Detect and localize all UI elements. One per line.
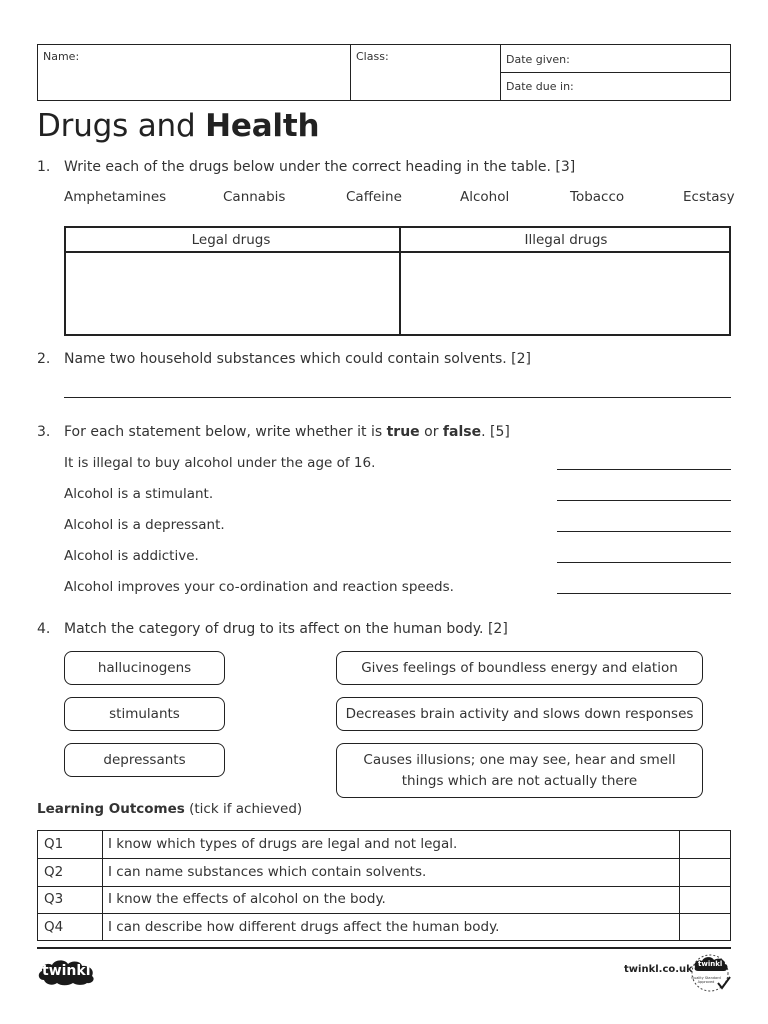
tick-box[interactable] — [680, 831, 730, 858]
divider — [350, 45, 351, 100]
drug-sort-table — [64, 226, 731, 336]
statement: Alcohol improves your co-ordination and reaction speeds. — [64, 579, 454, 595]
q3-text-after: . [5] — [481, 424, 510, 440]
title-light: Drugs and — [37, 108, 196, 144]
outcome-text: I can describe how different drugs affect the human body. — [108, 919, 500, 935]
outcome-question: Q3 — [44, 891, 64, 907]
q2-number: 2. — [37, 351, 51, 367]
outcome-text: I know which types of drugs are legal and not legal. — [108, 836, 458, 852]
divider — [500, 72, 730, 73]
outcome-question: Q1 — [44, 836, 64, 852]
badge-caption: Quality Standard Approved — [691, 976, 721, 984]
q2-text: Name two household substances which could contain solvents. [2] — [64, 351, 531, 367]
date-due-field[interactable]: Date due in: — [506, 80, 574, 93]
table-row — [38, 831, 730, 858]
statement: Alcohol is addictive. — [64, 548, 199, 564]
quality-badge — [690, 953, 732, 993]
q4-text: Match the category of drug to its affect on the human body. [2] — [64, 621, 508, 637]
statement-answer-line[interactable] — [557, 531, 731, 532]
effect-box[interactable]: Gives feelings of boundless energy and elation — [336, 651, 703, 685]
statement-answer-line[interactable] — [557, 562, 731, 563]
twinkl-logo — [36, 956, 98, 986]
tick-box[interactable] — [680, 859, 730, 886]
effect-box[interactable]: Decreases brain activity and slows down responses — [336, 697, 703, 731]
statement: Alcohol is a depressant. — [64, 517, 225, 533]
statement-answer-line[interactable] — [557, 500, 731, 501]
date-given-field[interactable]: Date given: — [506, 53, 570, 66]
title-bold: Health — [205, 108, 320, 144]
statement-answer-line[interactable] — [557, 469, 731, 470]
q3-text-before: For each statement below, write whether it is — [64, 424, 387, 440]
table-row — [38, 886, 730, 913]
outcome-question: Q2 — [44, 864, 64, 880]
legal-drugs-answer-cell[interactable] — [66, 253, 399, 334]
footer-divider — [37, 947, 731, 949]
outcome-question: Q4 — [44, 919, 64, 935]
twinkl-url[interactable]: twinkl.co.uk — [624, 964, 693, 975]
page-title — [37, 108, 319, 144]
tick-box[interactable] — [680, 914, 730, 940]
illegal-drugs-header: Illegal drugs — [524, 232, 608, 248]
class-field[interactable]: Class: — [356, 50, 389, 63]
learning-outcomes-title: Learning Outcomes — [37, 801, 185, 817]
drug-word: Ecstasy — [683, 189, 735, 205]
drug-word: Cannabis — [223, 189, 286, 205]
legal-drugs-header: Legal drugs — [191, 232, 271, 248]
badge-logo-text: twinkl — [698, 960, 723, 968]
learning-outcomes-subtitle: (tick if achieved) — [184, 801, 303, 817]
learning-outcomes-table — [37, 830, 731, 941]
table-row — [38, 859, 730, 886]
drug-word: Amphetamines — [64, 189, 167, 205]
or-word: or — [419, 424, 443, 440]
statement: It is illegal to buy alcohol under the age of 16. — [64, 455, 376, 471]
false-word: false — [442, 424, 482, 440]
table-row — [38, 914, 730, 941]
header-table — [37, 44, 731, 101]
drug-word: Alcohol — [460, 189, 510, 205]
q3-text — [64, 424, 510, 440]
name-field[interactable]: Name: — [43, 50, 80, 63]
twinkl-logo-text: twinkl — [42, 963, 91, 979]
category-box-stimulants[interactable]: stimulants — [64, 697, 225, 731]
effect-box[interactable]: Causes illusions; one may see, hear and smell things which are not actually there — [336, 743, 703, 798]
q1-text: Write each of the drugs below under the correct heading in the table. [3] — [64, 159, 576, 175]
true-word: true — [386, 424, 420, 440]
category-box-depressants[interactable]: depressants — [64, 743, 225, 777]
q3-number: 3. — [37, 424, 51, 440]
illegal-drugs-answer-cell[interactable] — [401, 253, 729, 334]
drug-word: Tobacco — [570, 189, 625, 205]
statement: Alcohol is a stimulant. — [64, 486, 214, 502]
outcome-text: I know the effects of alcohol on the body. — [108, 891, 386, 907]
tick-box[interactable] — [680, 886, 730, 913]
category-box-hallucinogens[interactable]: hallucinogens — [64, 651, 225, 685]
outcome-text: I can name substances which contain solvents. — [108, 864, 427, 880]
learning-outcomes-heading — [37, 801, 302, 817]
quality-badge-icon — [690, 953, 732, 993]
drug-word: Caffeine — [346, 189, 402, 205]
q1-number: 1. — [37, 159, 51, 175]
q2-answer-line[interactable] — [64, 397, 731, 398]
q4-number: 4. — [37, 621, 51, 637]
statement-answer-line[interactable] — [557, 593, 731, 594]
